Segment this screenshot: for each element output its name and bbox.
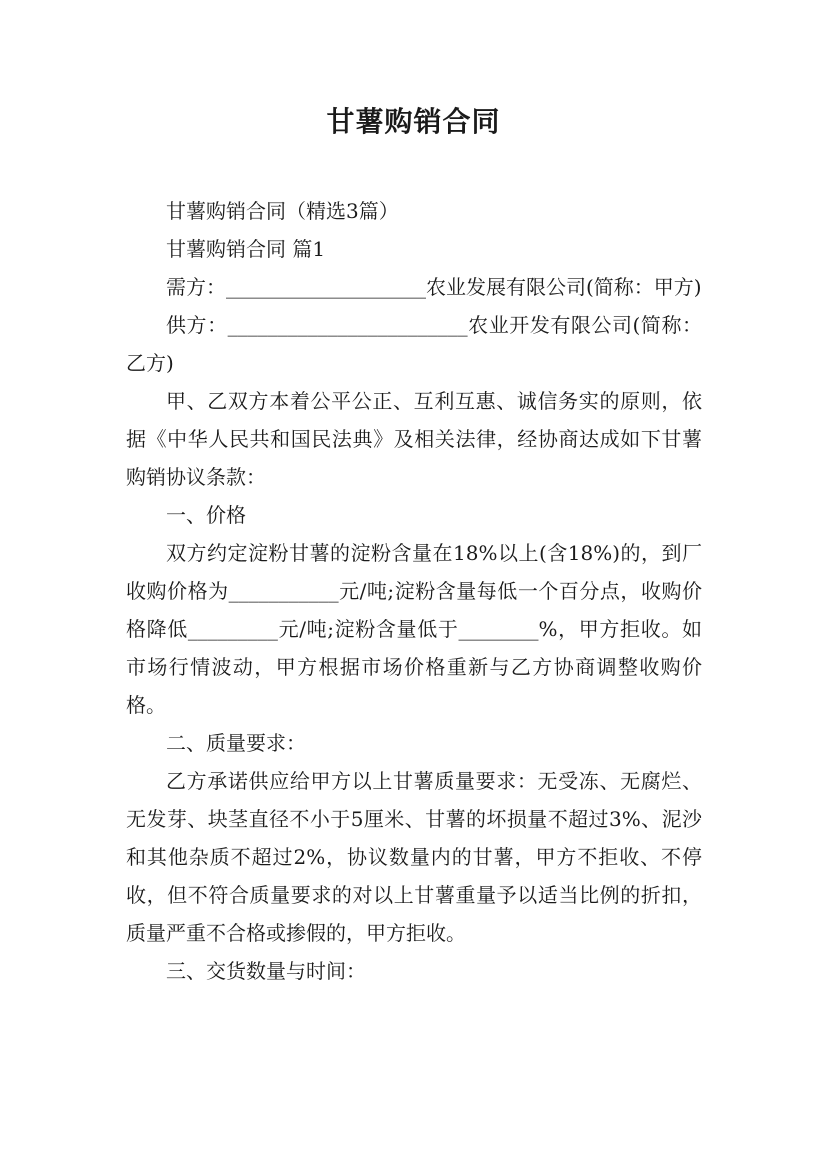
supplier-paragraph: 供方：________________________农业开发有限公司(简称：乙方): [126, 313, 702, 375]
price-paragraph: 双方约定淀粉甘薯的淀粉含量在18%以上(含18%)的，到厂收购价格为___________元/吨;淀粉含量每低一个百分点，收购价格降低_________元/吨;淀粉含量低于________%，甲方拒收。如市场行情波动，甲方根据市场价格重新与乙方协商调整收购价格。: [126, 541, 702, 717]
section-heading-delivery: 三、交货数量与时间：: [166, 959, 366, 983]
document-body: [126, 192, 702, 990]
section-heading-price: 一、价格: [166, 503, 246, 527]
preamble-paragraph: 甲、乙双方本着公平公正、互利互惠、诚信务实的原则，依据《中华人民共和国民法典》及相关法律，经协商达成如下甘薯购销协议条款：: [126, 389, 702, 489]
document-title: 甘薯购销合同: [326, 105, 501, 138]
section-heading-part-1: 甘薯购销合同 篇1: [166, 237, 326, 261]
section-heading-quality: 二、质量要求：: [166, 731, 306, 755]
subtitle-paragraph: 甘薯购销合同（精选3篇）: [166, 199, 399, 223]
quality-paragraph: 乙方承诺供应给甲方以上甘薯质量要求：无受冻、无腐烂、无发芽、块茎直径不小于5厘米、甘薯的坏损量不超过3%、泥沙和其他杂质不超过2%，协议数量内的甘薯，甲方不拒收、不停收，但不符合质量要求的对以上甘薯重量予以适当比例的折扣，质量严重不合格或掺假的，甲方拒收。: [126, 769, 702, 945]
buyer-paragraph: 需方：____________________农业发展有限公司(简称：甲方): [166, 275, 702, 299]
